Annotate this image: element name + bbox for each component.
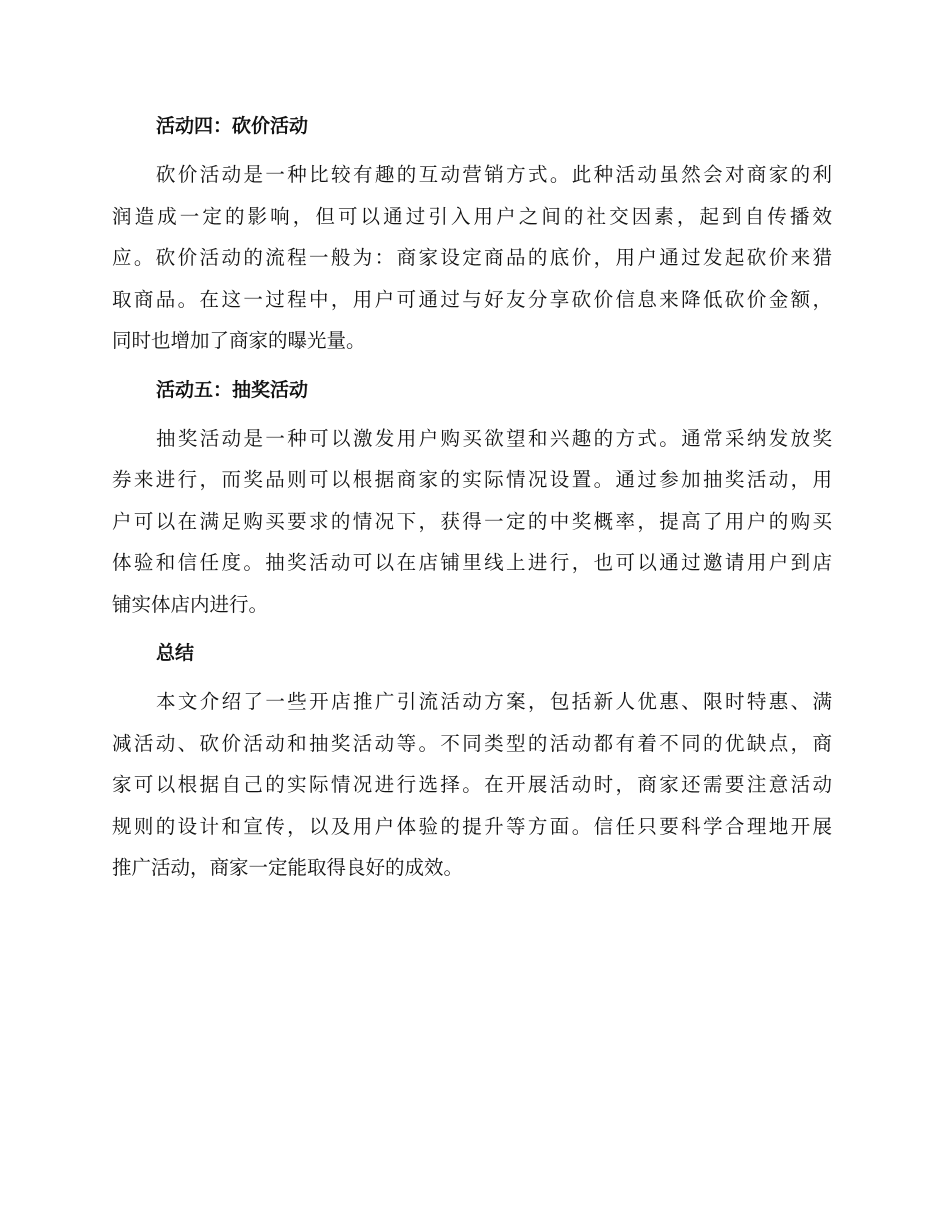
section-heading: 活动五：抽奖活动	[156, 378, 309, 401]
section-paragraph	[112, 418, 832, 626]
paragraph-line: 券来进行，而奖品则可以根据商家的实际情况设置。通过参加抽奖活动，用	[112, 468, 832, 491]
paragraph-line: 取商品。在这一过程中，用户可通过与好友分享砍价信息来降低砍价金额，	[112, 287, 832, 311]
paragraph-line: 本文介绍了一些开店推广引流活动方案，包括新人优惠、限时特惠、满	[156, 690, 832, 713]
document-page	[112, 106, 832, 897]
paragraph-line: 砍价活动是一种比较有趣的互动营销方式。此种活动虽然会对商家的利	[156, 163, 832, 186]
section-lottery	[112, 370, 832, 626]
section-summary	[112, 633, 832, 889]
section-paragraph	[112, 681, 832, 889]
paragraph-line: 户可以在满足购买要求的情况下，获得一定的中奖概率，提高了用户的购买	[112, 509, 832, 533]
section-heading: 活动四：砍价活动	[156, 115, 309, 137]
paragraph-line: 推广活动，商家一定能取得良好的成效。	[112, 856, 464, 879]
paragraph-line: 润造成一定的影响，但可以通过引入用户之间的社交因素，起到自传播效	[112, 204, 832, 228]
paragraph-line: 应。砍价活动的流程一般为：商家设定商品的底价，用户通过发起砍价来猎	[112, 246, 832, 269]
paragraph-line: 规则的设计和宣传，以及用户体验的提升等方面。信任只要科学合理地开展	[112, 814, 832, 838]
paragraph-line: 家可以根据自己的实际情况进行选择。在开展活动时，商家还需要注意活动	[112, 773, 832, 796]
section-bargain	[112, 106, 832, 362]
paragraph-line: 减活动、砍价活动和抽奖活动等。不同类型的活动都有着不同的优缺点，商	[112, 731, 832, 755]
paragraph-line: 同时也增加了商家的曝光量。	[112, 329, 366, 352]
section-heading: 总结	[156, 642, 195, 664]
paragraph-line: 铺实体店内进行。	[112, 592, 269, 616]
paragraph-line: 体验和信任度。抽奖活动可以在店铺里线上进行，也可以通过邀请用户到店	[112, 551, 832, 574]
paragraph-line: 抽奖活动是一种可以激发用户购买欲望和兴趣的方式。通常采纳发放奖	[156, 426, 832, 450]
section-paragraph	[112, 154, 832, 362]
